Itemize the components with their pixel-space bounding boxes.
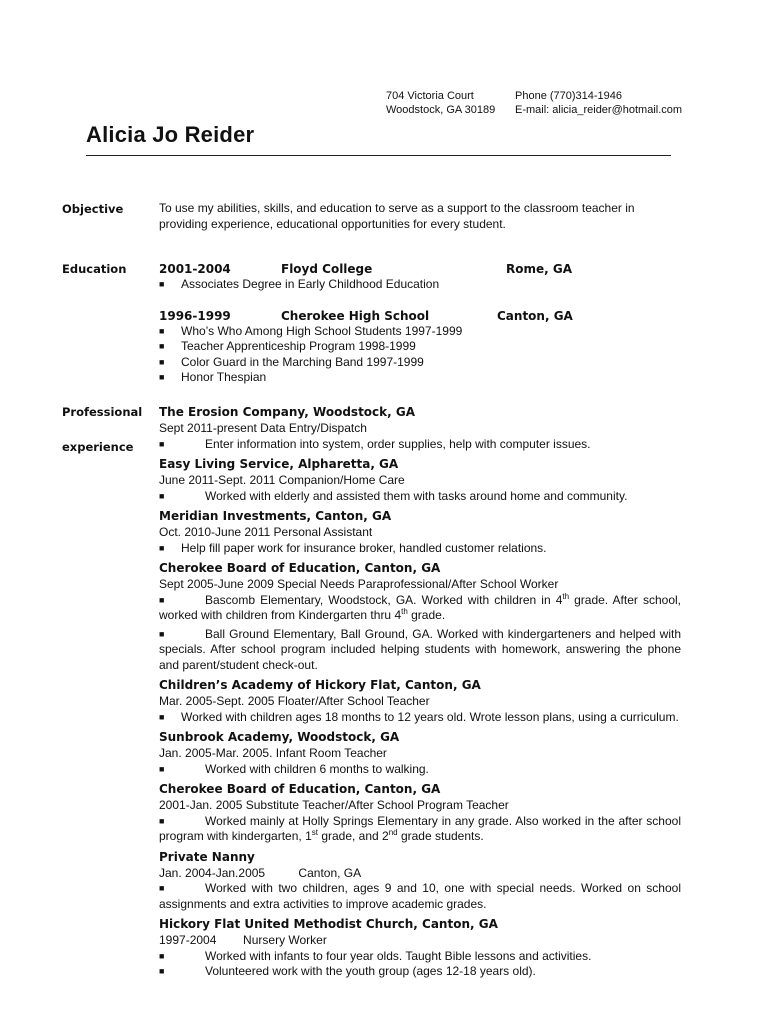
contact-address bbox=[386, 89, 495, 117]
list-item: ■ Worked with two children, ages 9 and 10, one with special needs. Worked on school assignments and extra activities to improve academic grades. bbox=[159, 881, 681, 911]
bullet-icon: ■ bbox=[159, 815, 165, 826]
list-item: ■ Enter information into system, order supplies, help with computer issues. bbox=[159, 436, 591, 451]
job-employer: Meridian Investments, Canton, GA bbox=[159, 509, 392, 523]
job-employer: Hickory Flat United Methodist Church, Canton, GA bbox=[159, 917, 498, 931]
bullet-icon: ■ bbox=[159, 883, 165, 893]
job-entry bbox=[159, 677, 681, 725]
resume-name: Alicia Jo Reider bbox=[86, 122, 255, 147]
education-bullets bbox=[159, 277, 681, 293]
job-entry bbox=[159, 781, 681, 845]
bullet-icon: ■ bbox=[159, 542, 165, 553]
job-employer: The Erosion Company, Woodstock, GA bbox=[159, 405, 416, 419]
job-employer: Sunbrook Academy, Woodstock, GA bbox=[159, 730, 400, 744]
list-item: ■ Worked with elderly and assisted them with tasks around home and community. bbox=[159, 488, 628, 503]
list-item: ■ Color Guard in the Marching Band 1997-1999 bbox=[159, 354, 424, 369]
job-position: June 2011-Sept. 2011 Companion/Home Care bbox=[159, 473, 405, 487]
objective-line-1: To use my abilities, skills, and education to serve as a support to the classroom teacher in bbox=[159, 201, 635, 215]
job-position: Sept 2005-June 2009 Special Needs Paraprofessional/After School Worker bbox=[159, 577, 559, 591]
job-employer: Children’s Academy of Hickory Flat, Canton, GA bbox=[159, 678, 481, 692]
job-position: Sept 2011-present Data Entry/Dispatch bbox=[159, 421, 367, 435]
job-entry bbox=[159, 404, 681, 452]
list-item: ■ Worked with children ages 18 months to 12 years old. Wrote lesson plans, using a curriculum. bbox=[159, 709, 679, 724]
bullet-icon: ■ bbox=[159, 966, 165, 976]
address-line-1: 704 Victoria Court bbox=[386, 90, 474, 102]
experience-label: experience bbox=[62, 440, 134, 454]
education-years: 2001-2004 bbox=[159, 262, 231, 276]
job-position: 1997-2004 Nursery Worker bbox=[159, 933, 327, 947]
list-item: ■ Teacher Apprenticeship Program 1998-1999 bbox=[159, 339, 416, 353]
list-item: ■ Associates Degree in Early Childhood Education bbox=[159, 277, 440, 291]
education-location: Canton, GA bbox=[497, 308, 573, 323]
objective-line-2: providing experience, educational opportunities for every student. bbox=[159, 216, 506, 231]
education-entry-header bbox=[159, 261, 681, 277]
list-item: ■ Ball Ground Elementary, Ball Ground, GA. Worked with kindergarteners and helped with specials. After school program included helping students with homework, answering the phone and parent/student check-out. bbox=[159, 626, 681, 672]
job-entry bbox=[159, 916, 681, 980]
education-years: 1996-1999 bbox=[159, 308, 231, 323]
job-entry bbox=[159, 456, 681, 504]
bullet-icon: ■ bbox=[159, 372, 165, 382]
job-entry bbox=[159, 508, 681, 556]
education-school: Floyd College bbox=[281, 262, 373, 276]
job-entry bbox=[159, 849, 681, 913]
education-school: Cherokee High School bbox=[281, 308, 430, 323]
job-position: Oct. 2010-June 2011 Personal Assistant bbox=[159, 525, 373, 539]
education-label: Education bbox=[62, 262, 127, 276]
list-item: ■ Worked mainly at Holly Springs Elementary in any grade. Also worked in the after school program with kindergarten, 1st grade, and 2nd grade students. bbox=[159, 813, 681, 843]
bullet-icon: ■ bbox=[159, 763, 165, 774]
job-position: 2001-Jan. 2005 Substitute Teacher/After School Program Teacher bbox=[159, 798, 509, 812]
job-position: Jan. 2005-Mar. 2005. Infant Room Teacher bbox=[159, 746, 387, 760]
job-position: Jan. 2004-Jan.2005 Canton, GA bbox=[159, 865, 362, 880]
objective-text bbox=[159, 201, 681, 232]
education-entry-header bbox=[159, 308, 681, 324]
address-line-2: Woodstock, GA 30189 bbox=[386, 104, 496, 116]
job-position: Mar. 2005-Sept. 2005 Floater/After School Teacher bbox=[159, 694, 430, 708]
contact-phone-email bbox=[515, 89, 682, 117]
objective-label: Objective bbox=[62, 202, 124, 216]
job-employer: Easy Living Service, Alpharetta, GA bbox=[159, 457, 399, 471]
list-item: ■ Help fill paper work for insurance broker, handled customer relations. bbox=[159, 540, 547, 555]
bullet-icon: ■ bbox=[159, 325, 165, 336]
bullet-icon: ■ bbox=[159, 490, 165, 501]
bullet-icon: ■ bbox=[159, 341, 165, 351]
job-employer: Cherokee Board of Education, Canton, GA bbox=[159, 782, 441, 796]
bullet-icon: ■ bbox=[159, 438, 165, 449]
list-item: ■ Worked with children 6 months to walking. bbox=[159, 761, 429, 776]
education-section bbox=[159, 261, 681, 386]
phone-text: Phone (770)314-1946 bbox=[515, 90, 623, 102]
bullet-icon: ■ bbox=[159, 356, 165, 367]
bullet-icon: ■ bbox=[159, 279, 165, 289]
bullet-icon: ■ bbox=[159, 950, 165, 961]
list-item: ■ Honor Thespian bbox=[159, 370, 267, 384]
education-bullets bbox=[159, 324, 681, 386]
list-item: ■ Worked with infants to four year olds. Taught Bible lessons and activities. bbox=[159, 948, 592, 963]
professional-label: Professional bbox=[62, 405, 143, 419]
header-divider bbox=[86, 155, 671, 156]
job-employer: Private Nanny bbox=[159, 849, 255, 864]
job-entry bbox=[159, 560, 681, 673]
experience-section bbox=[159, 404, 681, 984]
job-entry bbox=[159, 729, 681, 777]
email-text: E-mail: alicia_reider@hotmail.com bbox=[515, 104, 683, 116]
list-item: ■ Volunteered work with the youth group (ages 12-18 years old). bbox=[159, 964, 536, 978]
education-location: Rome, GA bbox=[506, 262, 572, 276]
bullet-icon: ■ bbox=[159, 628, 165, 639]
bullet-icon: ■ bbox=[159, 594, 165, 605]
job-employer: Cherokee Board of Education, Canton, GA bbox=[159, 561, 441, 575]
bullet-icon: ■ bbox=[159, 711, 165, 722]
list-item: ■ Bascomb Elementary, Woodstock, GA. Worked with children in 4th grade. After school, worked with children from Kindergarten thru 4th grade. bbox=[159, 591, 681, 622]
list-item: ■ Who’s Who Among High School Students 1997-1999 bbox=[159, 323, 463, 338]
